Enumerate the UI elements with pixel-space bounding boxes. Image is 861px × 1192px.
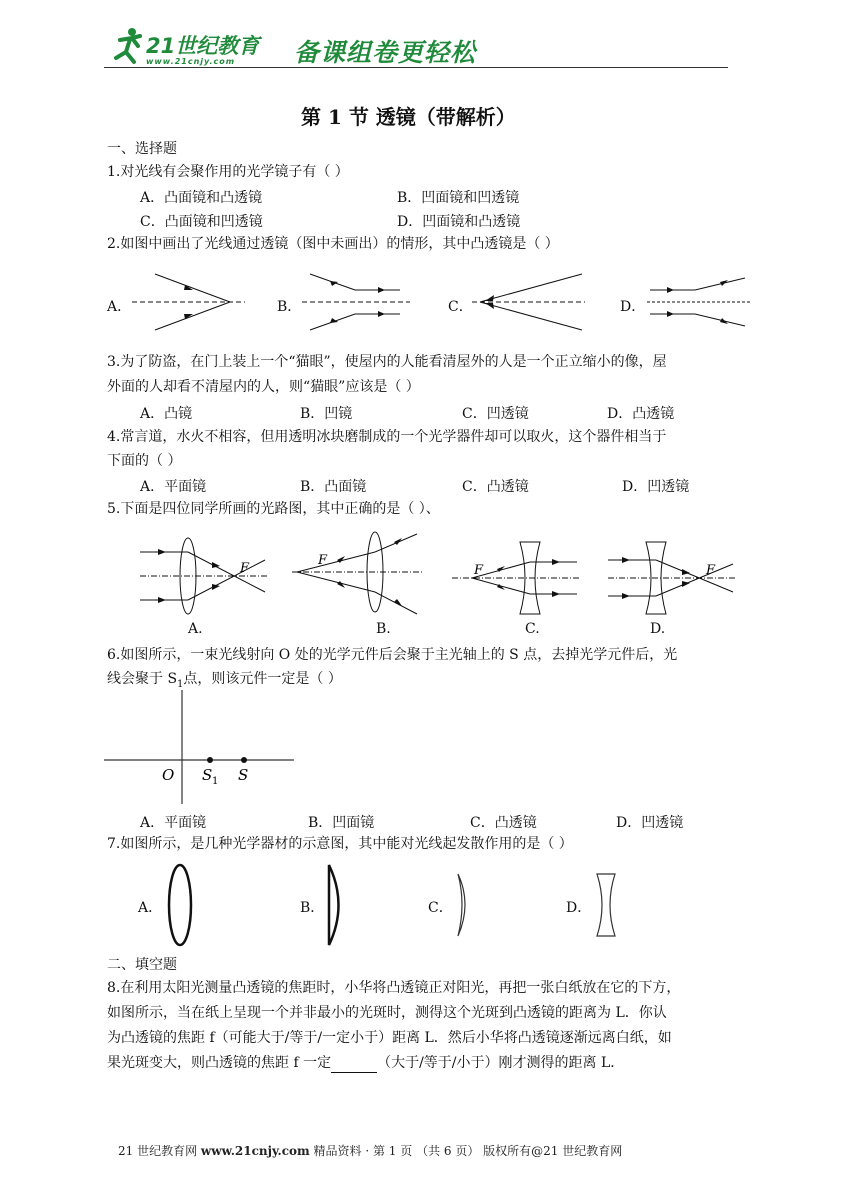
section-heading-choice: 一、选择题 bbox=[107, 141, 177, 157]
q6-option-b: B．凹面镜 bbox=[308, 815, 375, 831]
q8-line4-b: （大于/等于/小于）刚才测得的距离 L． bbox=[377, 1055, 625, 1071]
section-heading-fill: 二、填空题 bbox=[107, 957, 177, 973]
q2-figure-a bbox=[130, 268, 250, 334]
q8-line2: 如图所示，当在纸上呈现一个并非最小的光斑时，测得这个光斑到凸透镜的距离为 L．你认 bbox=[107, 1005, 667, 1021]
q4-option-d: D．凹透镜 bbox=[622, 479, 690, 495]
q5-focus-label-a: F bbox=[240, 561, 250, 576]
q7-planoconvex-lens-icon bbox=[324, 863, 350, 949]
q3-option-a: A．凸镜 bbox=[140, 406, 193, 422]
q8-line4-a: 果光斑变大，则凸透镜的焦距 f 一定 bbox=[107, 1055, 332, 1071]
q6-line2-a: 线会聚于 S bbox=[107, 671, 178, 687]
footer-left: 21 世纪教育网 bbox=[118, 1144, 201, 1158]
q6-stem-line1: 6.如图所示，一束光线射向 O 处的光学元件后会聚于主光轴上的 S 点，去掉光学元件后，光 bbox=[107, 647, 678, 663]
q5-figure-d bbox=[608, 540, 738, 620]
page-title: 第 1 节 透镜（带解析） bbox=[301, 105, 516, 129]
q1-option-d: D．凹面镜和凸透镜 bbox=[397, 214, 521, 230]
logo-url: www.21cnjy.com bbox=[146, 57, 236, 66]
runner-logo-icon bbox=[110, 26, 144, 66]
q5-focus-label-d: F bbox=[706, 563, 716, 578]
q5-figure-b bbox=[292, 524, 427, 620]
q2-stem: 2.如图中画出了光线通过透镜（图中未画出）的情形，其中凸透镜是（ ） bbox=[107, 236, 559, 252]
q7-option-d: D． bbox=[566, 900, 592, 916]
q3-stem-line1: 3.为了防盗，在门上装上一个“猫眼”，使屋内的人能看清屋外的人是一个正立缩小的像，屋 bbox=[107, 354, 667, 370]
q3-option-c: C．凹透镜 bbox=[462, 406, 529, 422]
q5-option-a: A. bbox=[188, 621, 203, 637]
q1-option-b: B．凹面镜和凹透镜 bbox=[397, 190, 520, 206]
page-footer bbox=[118, 1142, 622, 1159]
footer-url-link[interactable]: www.21cnjy.com bbox=[200, 1144, 310, 1158]
q5-focus-label-c: F bbox=[474, 563, 484, 578]
q6-line2-sub: 1 bbox=[177, 678, 184, 690]
q2-option-d: D． bbox=[620, 299, 646, 315]
q7-stem: 7.如图所示，是几种光学器材的示意图，其中能对光线起发散作用的是（ ） bbox=[107, 836, 573, 852]
q6-option-a: A．平面镜 bbox=[140, 815, 207, 831]
header-rule bbox=[104, 67, 728, 68]
q7-meniscus-lens-icon bbox=[454, 872, 474, 938]
q6-label-o: O bbox=[162, 766, 175, 784]
q7-option-a: A． bbox=[138, 900, 163, 916]
q1-stem: 1.对光线有会聚作用的光学镜子有（ ） bbox=[107, 164, 349, 180]
q3-option-d: D．凸透镜 bbox=[607, 406, 675, 422]
q4-option-b: B．凸面镜 bbox=[300, 479, 367, 495]
q4-option-a: A．平面镜 bbox=[140, 479, 207, 495]
q6-option-c: C．凸透镜 bbox=[470, 815, 537, 831]
q2-figure-c bbox=[470, 268, 590, 334]
q2-option-c: C． bbox=[448, 299, 473, 315]
q2-figure-b bbox=[300, 268, 415, 334]
q3-stem-line2: 外面的人却看不清屋内的人，则“猫眼”应该是（ ） bbox=[107, 379, 420, 395]
q8-line1: 8.在利用太阳光测量凸透镜的焦距时，小华将凸透镜正对阳光，再把一张白纸放在它的下方， bbox=[107, 980, 681, 996]
q8-line3: 为凸透镜的焦距 f（可能大于/等于/一定小于）距离 L．然后小华将凸透镜逐渐远离白纸，如 bbox=[107, 1030, 672, 1046]
q8-line4 bbox=[107, 1053, 624, 1073]
q6-label-s1: S bbox=[202, 766, 213, 784]
q6-figure bbox=[104, 690, 296, 808]
q4-option-c: C．凸透镜 bbox=[462, 479, 529, 495]
q8-answer-blank[interactable] bbox=[331, 1058, 377, 1073]
q5-stem: 5.下面是四位同学所画的光路图，其中正确的是（ ）、 bbox=[107, 501, 440, 517]
q5-focus-label-b: F bbox=[318, 553, 328, 568]
q5-figure-a bbox=[140, 530, 270, 620]
q5-option-b: B. bbox=[376, 621, 391, 637]
q6-line2-b: 点，则该元件一定是（ ） bbox=[183, 671, 342, 687]
logo-text: 21世纪教育 bbox=[146, 34, 260, 58]
q7-option-c: C． bbox=[428, 900, 453, 916]
q5-option-d: D. bbox=[650, 621, 666, 637]
q6-label-s: S bbox=[238, 766, 249, 784]
q7-biconvex-lens-icon bbox=[166, 863, 196, 949]
q6-option-d: D．凹透镜 bbox=[616, 815, 684, 831]
header-slogan: 备课组卷更轻松 bbox=[294, 38, 477, 67]
footer-right: 精品资料 · 第 1 页 （共 6 页） 版权所有@21 世纪教育网 bbox=[309, 1144, 623, 1158]
q4-stem-line2: 下面的（ ） bbox=[107, 453, 182, 469]
q3-option-b: B．凹镜 bbox=[300, 406, 353, 422]
q2-option-b: B． bbox=[277, 299, 302, 315]
q5-option-c: C. bbox=[525, 621, 540, 637]
q5-figure-c bbox=[452, 540, 582, 620]
q7-option-b: B． bbox=[300, 900, 325, 916]
q1-option-c: C．凸面镜和凹透镜 bbox=[140, 214, 263, 230]
q6-label-s1-sub: 1 bbox=[212, 776, 219, 787]
q7-biconcave-lens-icon bbox=[594, 872, 618, 938]
q4-stem-line1: 4.常言道，水火不相容，但用透明冰块磨制成的一个光学器件却可以取火，这个器件相当于 bbox=[107, 429, 667, 445]
q2-option-a: A． bbox=[107, 299, 132, 315]
q1-option-a: A．凸面镜和凸透镜 bbox=[140, 190, 263, 206]
q2-figure-d bbox=[645, 268, 755, 334]
